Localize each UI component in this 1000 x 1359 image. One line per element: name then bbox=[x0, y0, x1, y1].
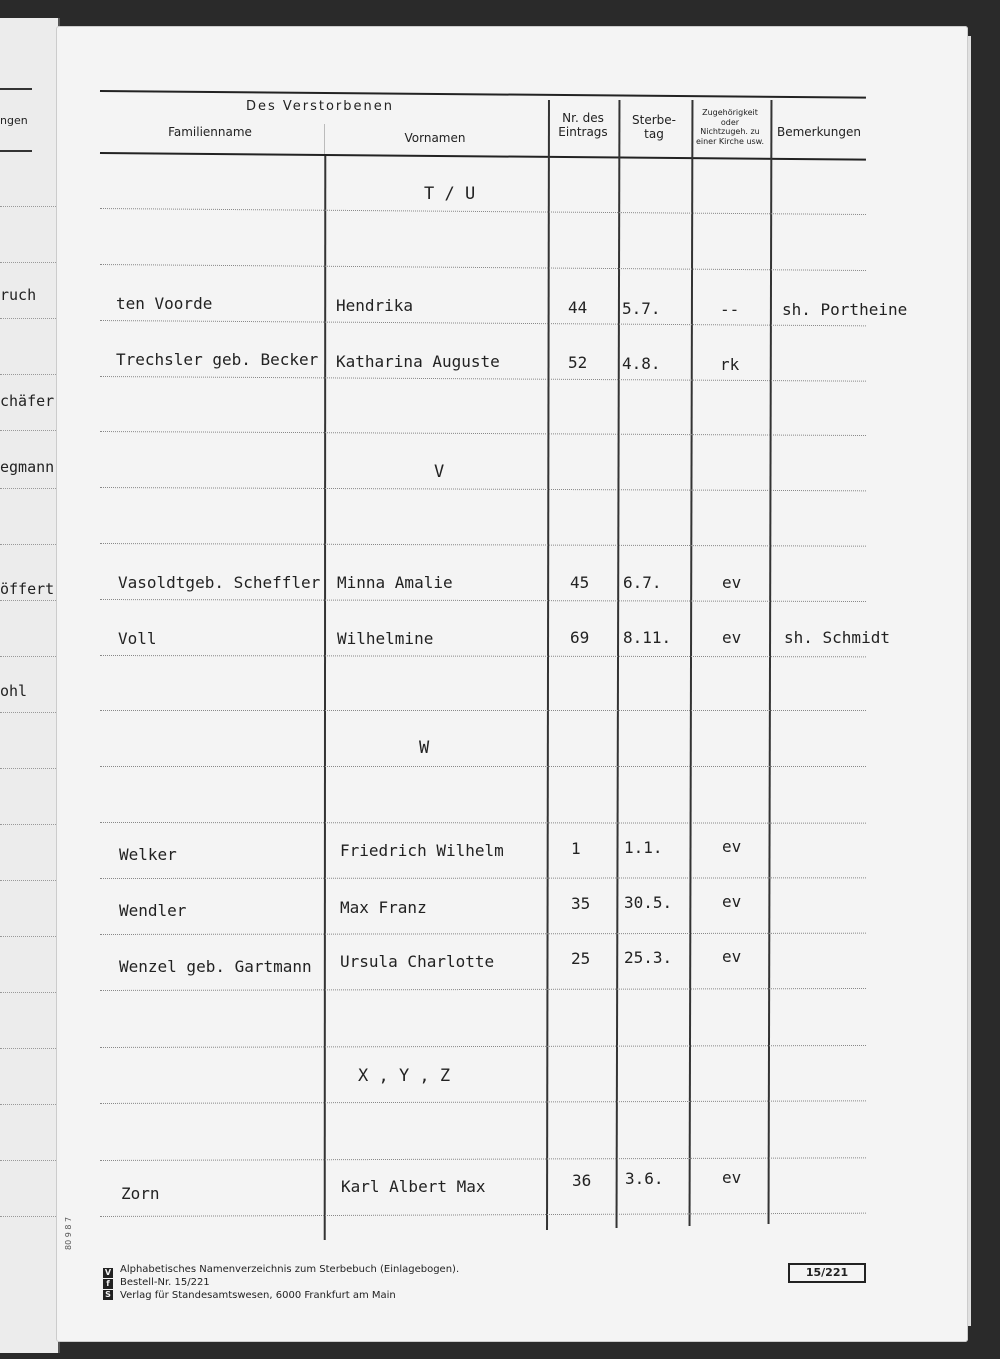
register-page bbox=[56, 26, 968, 1342]
firstnames-cell: Friedrich Wilhelm bbox=[340, 841, 504, 860]
facing-page bbox=[0, 18, 60, 1353]
church-cell: ev bbox=[722, 573, 742, 592]
surname-cell: Voll bbox=[118, 629, 157, 648]
entry-cell: 36 bbox=[572, 1171, 592, 1190]
firstnames-cell: Ursula Charlotte bbox=[340, 952, 495, 971]
header-remarks: Bemerkungen bbox=[776, 125, 862, 139]
header-death-day-line2: tag bbox=[644, 126, 664, 141]
surname-cell: Trechsler geb. Becker bbox=[116, 350, 319, 369]
surname-cell: Vasoldtgeb. Scheffler bbox=[118, 573, 321, 592]
facing-fragment: ngen bbox=[0, 114, 28, 127]
facing-fragment: öffert bbox=[0, 580, 55, 598]
surname-cell: Wenzel geb. Gartmann bbox=[119, 957, 312, 976]
day-cell: 6.7. bbox=[623, 573, 662, 592]
row-line bbox=[100, 766, 866, 767]
side-code: 80 9 8 7 bbox=[64, 1216, 73, 1250]
header-entry-no bbox=[550, 112, 616, 140]
entry-cell: 25 bbox=[571, 949, 591, 968]
row-line bbox=[100, 710, 866, 711]
firstnames-cell: Hendrika bbox=[336, 296, 414, 315]
surname-cell: ten Voorde bbox=[116, 294, 213, 313]
entry-cell: 52 bbox=[568, 353, 588, 372]
section-letter-w: W bbox=[419, 738, 430, 758]
header-firstnames: Vornamen bbox=[404, 131, 466, 145]
day-cell: 30.5. bbox=[624, 893, 673, 912]
church-cell: rk bbox=[720, 355, 740, 374]
church-cell: ev bbox=[722, 1168, 742, 1187]
day-cell: 4.8. bbox=[622, 354, 661, 373]
publisher-logo-letter: S bbox=[103, 1290, 113, 1300]
header-death-day bbox=[620, 114, 688, 142]
facing-fragment: ohl bbox=[0, 682, 28, 700]
day-cell: 5.7. bbox=[622, 299, 661, 318]
firstnames-cell: Katharina Auguste bbox=[336, 352, 500, 371]
section-letter-xyz: X , Y , Z bbox=[358, 1066, 451, 1086]
header-church bbox=[690, 108, 770, 146]
church-cell: ev bbox=[722, 892, 742, 911]
publisher-logo-letter: f bbox=[103, 1279, 113, 1289]
entry-cell: 44 bbox=[568, 298, 588, 317]
surname-cell: Wendler bbox=[119, 901, 187, 920]
facing-fragment: chäfer bbox=[0, 392, 55, 410]
surname-divider bbox=[324, 124, 325, 154]
firstnames-cell: Minna Amalie bbox=[337, 573, 453, 592]
header-church-line4: einer Kirche usw. bbox=[695, 136, 765, 146]
facing-fragment: ruch bbox=[0, 286, 37, 304]
section-letter-v: V bbox=[434, 462, 445, 482]
footer-publisher: Verlag für Standesamtswesen, 6000 Frankfurt am Main bbox=[120, 1290, 396, 1301]
footer-title: Alphabetisches Namenverzeichnis zum Sterbebuch (Einlagebogen). bbox=[120, 1264, 460, 1275]
header-death-day-line1: Sterbe- bbox=[632, 113, 676, 127]
header-church-line1: Zugehörigkeit bbox=[702, 108, 758, 117]
surname-cell: Zorn bbox=[121, 1184, 160, 1203]
header-surname: Familienname bbox=[168, 125, 252, 139]
day-cell: 1.1. bbox=[624, 838, 663, 857]
entry-cell: 35 bbox=[571, 894, 591, 913]
church-cell: ev bbox=[722, 628, 742, 647]
facing-fragment: egmann bbox=[0, 458, 55, 476]
day-cell: 25.3. bbox=[624, 948, 673, 967]
surname-cell: Welker bbox=[119, 845, 177, 864]
firstnames-cell: Max Franz bbox=[340, 898, 427, 917]
entry-cell: 1 bbox=[571, 839, 581, 858]
footer-order-number: Bestell-Nr. 15/221 bbox=[120, 1277, 210, 1288]
header-church-line2: oder bbox=[720, 117, 740, 127]
remarks-cell: sh. Schmidt bbox=[784, 628, 890, 647]
group-title: Des Verstorbenen bbox=[245, 99, 395, 114]
header-entry-no-line2: Eintrags bbox=[558, 124, 608, 139]
firstnames-cell: Karl Albert Max bbox=[341, 1177, 486, 1196]
publisher-logo-letter: V bbox=[104, 1268, 112, 1277]
church-cell: ev bbox=[722, 837, 742, 856]
entry-cell: 69 bbox=[570, 628, 590, 647]
entry-cell: 45 bbox=[570, 573, 590, 592]
remarks-cell: sh. Portheine bbox=[782, 300, 908, 319]
day-cell: 8.11. bbox=[623, 628, 672, 647]
firstnames-cell: Wilhelmine bbox=[337, 629, 434, 648]
form-code-box: 15/221 bbox=[788, 1263, 866, 1283]
church-cell: ev bbox=[722, 947, 742, 966]
day-cell: 3.6. bbox=[625, 1169, 664, 1188]
header-entry-no-line1: Nr. des bbox=[562, 111, 604, 125]
church-cell: -- bbox=[720, 300, 740, 319]
section-letter-tu: T / U bbox=[424, 184, 476, 204]
header-church-line3: Nichtzugeh. zu bbox=[700, 127, 760, 137]
